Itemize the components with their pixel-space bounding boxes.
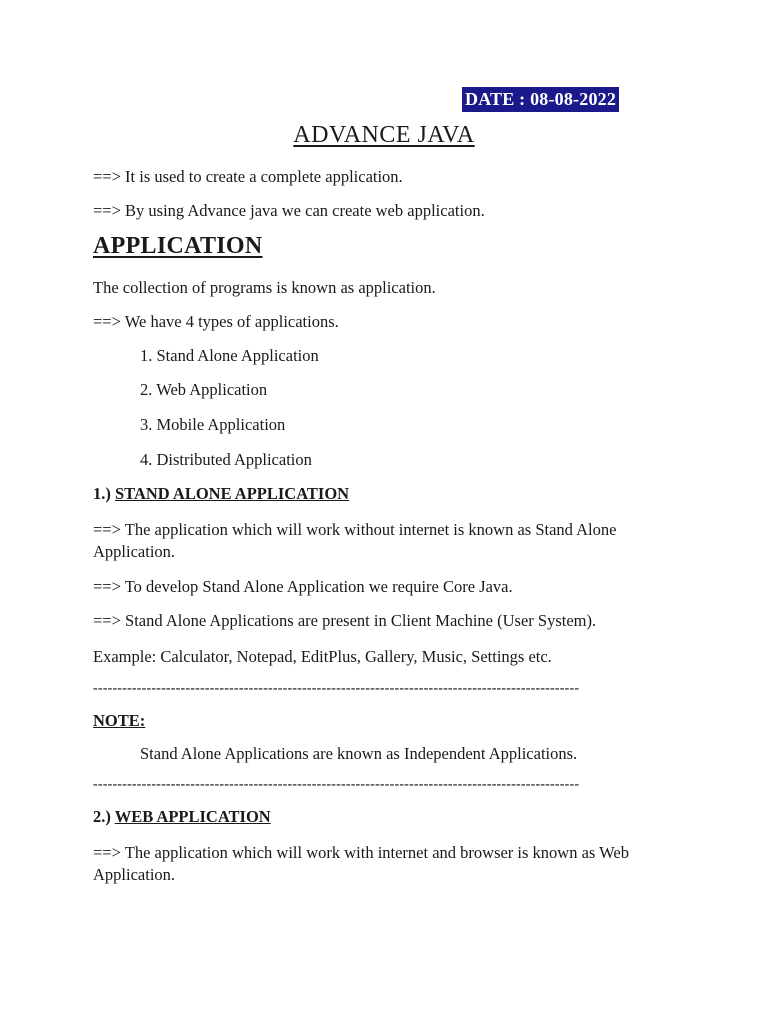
note-label: NOTE: bbox=[93, 711, 146, 730]
section-title: STAND ALONE APPLICATION bbox=[115, 484, 350, 503]
section-title: WEB APPLICATION bbox=[114, 807, 271, 826]
stand-alone-heading bbox=[93, 484, 349, 504]
list-item: 4. Distributed Application bbox=[140, 450, 312, 469]
intro-line-1: ==> It is used to create a complete application. bbox=[93, 167, 403, 186]
date-badge: DATE : 08-08-2022 bbox=[462, 87, 619, 112]
stand-alone-point-2: ==> To develop Stand Alone Application we require Core Java. bbox=[93, 577, 513, 596]
list-item: 1. Stand Alone Application bbox=[140, 346, 319, 365]
list-item: 2. Web Application bbox=[140, 380, 268, 399]
web-point-1: ==> The application which will work with internet and browser is known as Web Application. bbox=[93, 843, 630, 884]
list-item: 3. Mobile Application bbox=[140, 415, 286, 434]
note-text: Stand Alone Applications are known as Independent Applications. bbox=[140, 744, 578, 763]
page-title: ADVANCE JAVA bbox=[293, 122, 475, 148]
section-number: 1.) bbox=[93, 484, 111, 503]
stand-alone-point-3: ==> Stand Alone Applications are present in Client Machine (User System). bbox=[93, 611, 597, 630]
section-number: 2.) bbox=[93, 807, 111, 826]
application-definition: The collection of programs is known as application. bbox=[93, 278, 436, 297]
stand-alone-example: Example: Calculator, Notepad, EditPlus, Gallery, Music, Settings etc. bbox=[93, 647, 552, 666]
divider-1: ---------------------------------------------------------------------------------------------------- bbox=[93, 681, 580, 696]
intro-line-2: ==> By using Advance java we can create web application. bbox=[93, 201, 485, 220]
web-heading bbox=[93, 807, 271, 827]
stand-alone-point-1: ==> The application which will work without internet is known as Stand Alone Application. bbox=[93, 520, 617, 561]
divider-2: ---------------------------------------------------------------------------------------------------- bbox=[93, 777, 580, 792]
application-heading: APPLICATION bbox=[93, 233, 263, 259]
application-types-intro: ==> We have 4 types of applications. bbox=[93, 312, 339, 331]
